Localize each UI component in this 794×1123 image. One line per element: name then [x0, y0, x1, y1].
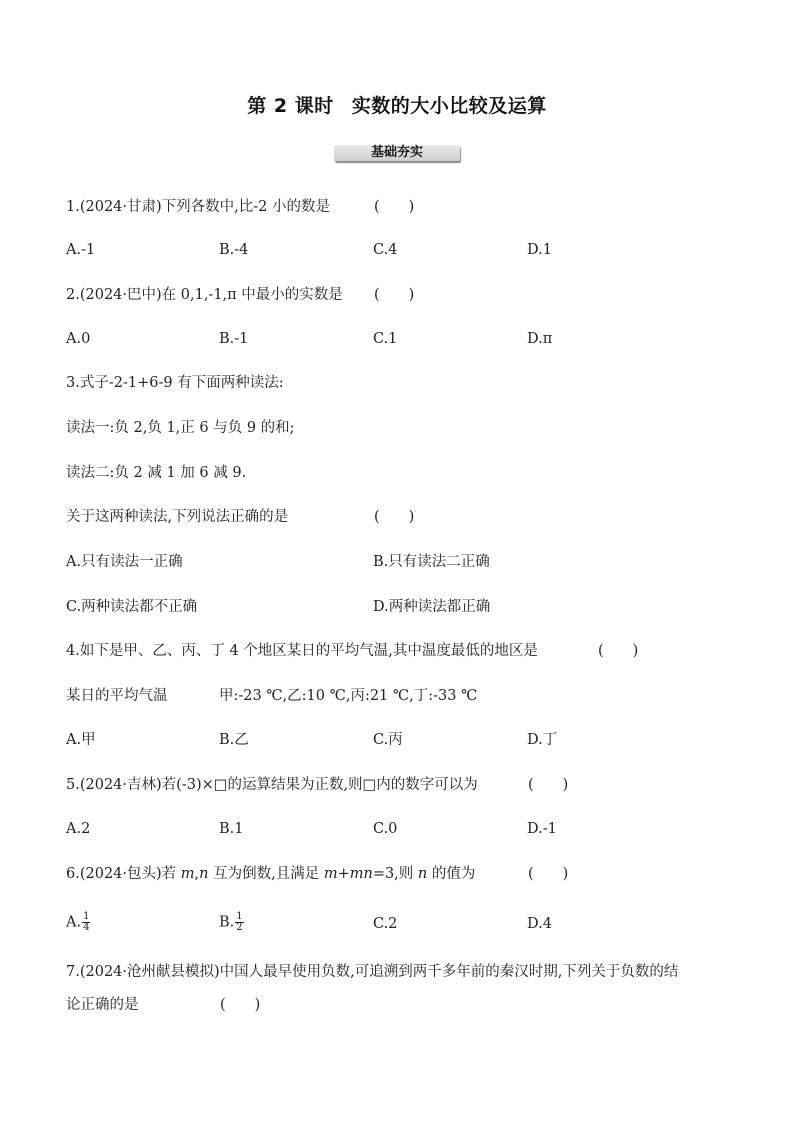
- lesson-number: 第 2 课时: [247, 95, 334, 117]
- lesson-topic: 实数的大小比较及运算: [351, 95, 547, 117]
- question-4-option-d: D.丁: [527, 732, 558, 748]
- question-3-ask: 关于这两种读法,下列说法正确的是: [66, 509, 289, 525]
- question-6-option-c: C.2: [373, 916, 398, 932]
- section-banner-label: 基础夯实: [370, 145, 423, 160]
- fraction-numerator: 1: [236, 911, 243, 922]
- question-6-stem-part: 互为倒数,且满足: [208, 866, 324, 882]
- variable-n: n: [417, 866, 428, 882]
- question-3-stem: 3.式子-2-1+6-9 有下面两种读法:: [66, 375, 284, 391]
- question-2-option-d: D.π: [527, 331, 553, 347]
- question-7-stem-line-2: 论正确的是: [66, 997, 139, 1013]
- question-5-option-b: B.1: [219, 821, 244, 837]
- question-1-option-c: C.4: [373, 242, 398, 258]
- question-2-option-a: A.0: [66, 331, 91, 347]
- question-5-option-c: C.0: [373, 821, 398, 837]
- question-2-option-b: B.-1: [219, 331, 249, 347]
- question-6-stem-part: 的值为: [427, 866, 476, 882]
- variable-mn: mn: [349, 866, 373, 882]
- question-4-answer-blank: ( ): [598, 643, 639, 659]
- question-2-answer-blank: ( ): [374, 287, 415, 303]
- question-6-comma: ,: [194, 866, 200, 882]
- question-6-stem-part: 6.(2024·包头)若: [66, 866, 181, 882]
- page-title: [0, 91, 794, 118]
- question-7-answer-blank: ( ): [220, 997, 261, 1013]
- question-5-stem: 5.(2024·吉林)若(-3)×□的运算结果为正数,则□内的数字可以为: [66, 777, 478, 793]
- question-6-stem-part: =3,则: [372, 866, 418, 882]
- question-4-option-b: B.乙: [219, 732, 249, 748]
- question-3-option-b: B.只有读法二正确: [373, 554, 490, 570]
- option-letter: B.: [219, 914, 235, 931]
- question-3-option-c: C.两种读法都不正确: [66, 599, 198, 615]
- question-1-option-a: A.-1: [66, 242, 96, 258]
- fraction-one-quarter: [82, 912, 90, 933]
- question-3-reading-2: 读法二:负 2 减 1 加 6 减 9.: [66, 465, 247, 481]
- question-5-answer-blank: ( ): [528, 777, 569, 793]
- question-3-option-d: D.两种读法都正确: [373, 599, 491, 615]
- question-7-stem-line-1: 7.(2024·沧州献县模拟)中国人最早使用负数,可追溯到两千多年前的秦汉时期,下列关于负数的结: [66, 964, 679, 980]
- fraction-denominator: 4: [83, 922, 90, 933]
- variable-m: m: [323, 866, 338, 882]
- question-6-stem: [66, 864, 475, 884]
- question-3-answer-blank: ( ): [374, 509, 415, 525]
- question-6-option-b: [219, 912, 244, 933]
- question-3-option-a: A.只有读法一正确: [66, 554, 183, 570]
- fraction-one-half: [235, 912, 243, 933]
- question-3-reading-1: 读法一:负 2,负 1,正 6 与负 9 的和;: [66, 420, 295, 436]
- variable-n: n: [199, 866, 209, 882]
- question-5-option-d: D.-1: [527, 821, 557, 837]
- question-4-option-a: A.甲: [66, 732, 96, 748]
- question-2-stem: 2.(2024·巴中)在 0,1,-1,π 中最小的实数是: [66, 287, 343, 303]
- question-6-option-a: [66, 912, 90, 933]
- question-1-option-d: D.1: [527, 242, 552, 258]
- section-banner: [334, 145, 460, 163]
- question-4-table-values: 甲:-23 ℃,乙:10 ℃,丙:21 ℃,丁:-33 ℃: [219, 688, 478, 704]
- option-letter: A.: [66, 914, 82, 931]
- fraction-numerator: 1: [83, 911, 90, 922]
- question-4-option-c: C.丙: [373, 732, 403, 748]
- question-6-answer-blank: ( ): [528, 866, 569, 882]
- question-2-option-c: C.1: [373, 331, 398, 347]
- question-6-option-d: D.4: [527, 916, 552, 932]
- question-4-stem: 4.如下是甲、乙、丙、丁 4 个地区某日的平均气温,其中温度最低的地区是: [66, 643, 538, 659]
- question-5-option-a: A.2: [66, 821, 91, 837]
- fraction-denominator: 2: [236, 922, 243, 933]
- variable-m: m: [180, 866, 195, 882]
- question-1-answer-blank: ( ): [374, 199, 415, 215]
- plus-sign: +: [337, 866, 350, 882]
- question-1-stem: 1.(2024·甘肃)下列各数中,比-2 小的数是: [66, 199, 331, 215]
- question-1-option-b: B.-4: [219, 242, 249, 258]
- question-4-table-label: 某日的平均气温: [66, 688, 168, 704]
